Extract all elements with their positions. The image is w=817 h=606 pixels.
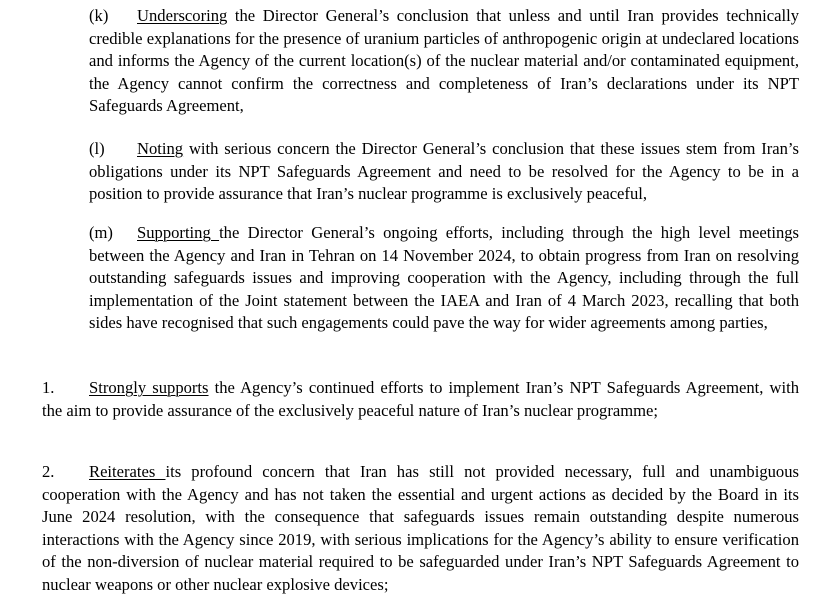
paragraph-label: (m) [89,223,113,242]
operative-paragraph-2 [42,461,799,597]
paragraph-keyword: Strongly supports [89,378,209,397]
paragraph-keyword: Supporting [137,223,220,242]
paragraph-keyword: Reiterates [89,462,166,481]
paragraph-text: with serious concern the Director General’s conclusion that these issues stem from Iran’s obligations under its NPT Safeguards Agreement and need to be resolved for the Agency to be in a position to provide assurance that Iran’s nuclear programme is exclusively peaceful, [89,139,799,204]
paragraph-label: (l) [89,139,105,158]
paragraph-label: (k) [89,6,109,25]
operative-paragraph-1 [42,377,799,422]
preamble-paragraph-m [89,222,799,335]
paragraph-text: its profound concern that Iran has still not provided necessary, full and unambiguous cooperation with the Agency and has not taken the essential and urgent actions as decided by the Board in its June 2024 resolution, with the consequence that safeguards issues remain outstanding despite numerous interactions with the Agency since 2019, with serious implications for the Agency’s ability to ensure verification of the non-diversion of nuclear material required to be safeguarded under Iran’s NPT Safeguards Agreement to nuclear weapons or other nuclear explosive devices; [42,462,799,594]
paragraph-label: 2. [42,462,55,481]
paragraph-text: the Agency’s continued efforts to implement Iran’s NPT Safeguards Agreement, with the aim to provide assurance of the exclusively peaceful nature of Iran’s nuclear programme; [42,378,799,420]
paragraph-label: 1. [42,378,55,397]
preamble-paragraph-k [89,5,799,118]
paragraph-text: the Director General’s ongoing efforts, including through the high level meetings between the Agency and Iran in Tehran on 14 November 2024, to obtain progress from Iran on resolving outstanding safeguards issues and improving cooperation with the Agency, including through the full implementation of the Joint statement between the IAEA and Iran of 4 March 2023, recalling that both sides have recognised that such engagements could pave the way for wider agreements among parties, [89,223,799,333]
paragraph-keyword: Underscoring [137,6,228,25]
paragraph-text: the Director General’s conclusion that unless and until Iran provides technically credible explanations for the presence of uranium particles of anthropogenic origin at undeclared locations and informs the Agency of the current location(s) of the nuclear material and/or contaminated equipment, the Agency cannot confirm the correctness and completeness of Iran’s declarations under its NPT Safeguards Agreement, [89,6,799,116]
paragraph-keyword: Noting [137,139,184,158]
preamble-paragraph-l [89,138,799,206]
